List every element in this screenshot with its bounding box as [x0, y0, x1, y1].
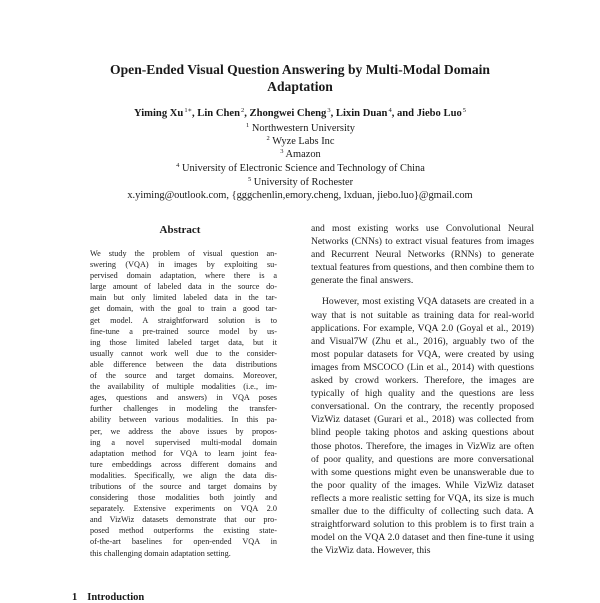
- author: Zhongwei Cheng$^3$,: [249, 107, 336, 119]
- abstract-line: separately. Extensive experiments on VQA 2.0: [90, 504, 277, 514]
- body-paragraph: and most existing works use Convolutional Neural Networks (CNNs) to extract visual features from images and Recurrent Neural Networks (RNNs) to generate textual features from questions, and then combine them to generate the final answers.: [311, 223, 534, 287]
- abstract-line: posed method outperforms the existing state-: [90, 526, 277, 536]
- affiliation: $^3$ Amazon: [280, 148, 321, 160]
- abstract-line: of-the-art baselines for open-ended VQA in: [90, 537, 277, 547]
- affiliation: $^2$ Wyze Labs Inc: [266, 135, 335, 147]
- introduction-column: [311, 222, 534, 557]
- abstract-line: pervised domain adaptation, where there is a: [90, 271, 277, 281]
- affiliation: $^5$ University of Rochester: [247, 176, 354, 188]
- abstract-line: of the source and target domains. Moreover,: [90, 371, 277, 381]
- author: Lin Chen$^2$,: [197, 107, 250, 119]
- abstract-line: ing a novel supervised multi-modal domain: [90, 437, 277, 447]
- section-heading: 1 Introduction: [72, 592, 145, 603]
- abstract-line: tributions of the source and target domains by: [90, 481, 277, 491]
- abstract-line: swering (VQA) in images by exploiting su-: [90, 260, 277, 270]
- email-line: x.yiming@outlook.com, {gggchenlin,emory.cheng, lxduan, jiebo.luo}@gmail.com: [127, 190, 473, 201]
- abstract-line: this challenging domain adaptation setting.: [90, 548, 231, 558]
- abstract-line: adaptation method for VQA to learn joint fea-: [90, 448, 277, 458]
- affiliation: $^4$ University of Electronic Science and Technology of China: [176, 162, 425, 174]
- abstract-line: further challenges in modeling the transfer-: [90, 404, 277, 414]
- abstract-line: ture embeddings across different domains and: [90, 459, 277, 469]
- author: Yiming $Xu^{1∗}$,: [133, 107, 198, 119]
- abstract-line: ability between various modalities. In this pa-: [90, 415, 277, 425]
- author: Lixin Duan$^4$, and: [335, 107, 417, 119]
- abstract-line: modalities. Specifically, we align the data dis-: [90, 470, 277, 480]
- abstract-heading: Abstract: [159, 224, 201, 236]
- abstract-line: and VizWiz datasets demonstrate that our pro-: [90, 515, 277, 525]
- author: Jiebo Luo$^5$: [416, 107, 467, 119]
- abstract-body: [90, 248, 277, 559]
- abstract-line: main but only limited labeled data in the tar-: [90, 293, 277, 303]
- abstract-line: able difference between the data distributions: [90, 359, 277, 369]
- author-list: [40, 104, 560, 120]
- abstract-line: get model. A straightforward solution is to: [90, 315, 277, 325]
- abstract-line: We study the problem of visual question an-: [90, 249, 277, 258]
- paper-title: Open-Ended Visual Question Answering by Multi-Modal Domain Adaptation: [110, 62, 490, 94]
- abstract-line: considering those modalities both jointly and: [90, 493, 277, 503]
- abstract-line: ing those limited labeled target data, but it: [90, 337, 277, 347]
- abstract-line: fine-tune a pre-trained source model by us-: [90, 326, 277, 336]
- abstract-line: large amount of labeled data in the source do-: [90, 282, 277, 292]
- affiliation: $^1$ Northwestern University: [246, 122, 355, 134]
- abstract-line: the availability of multiple modalities (i.e., im-: [90, 382, 277, 392]
- abstract-line: ages, questions and answers) in VQA poses: [90, 393, 277, 403]
- abstract-line: usually cannot work well due to the consider-: [90, 348, 277, 358]
- body-paragraph: However, most existing VQA datasets are created in a way that is not suitable as training data for real-world applications. For example, VQA 2.0 (Goyal et al., 2019) and Visual7W (Zhu et al., 2016), arguably two of the most popular datasets for VQA, were created by using images from MSCOCO (Lin et al., 2014) with questions asked by crowd workers. Therefore, the images are typically of high quality and the questions are less conversational. On the contrary, the recently proposed VizWiz dataset (Gurari et al., 2018) was collected from blind people taking photos and asking questions about those photos. Therefore, the images in VizWiz are often of poor quality, and questions are more conversational with some questions might even be unanswerable due to the poor quality of the images. While VizWiz dataset reflects a more realistic setting for VQA, its size is much smaller due to the difficulty of collecting such data. A straightforward solution to this problem is to first train a model on the VQA 2.0 dataset and then fine-tune it using the VizWiz data. However, this: [311, 296, 534, 557]
- abstract-line: per, we address the above issues by propos-: [90, 426, 277, 436]
- abstract-line: get domain, with the goal to train a good tar-: [90, 304, 277, 314]
